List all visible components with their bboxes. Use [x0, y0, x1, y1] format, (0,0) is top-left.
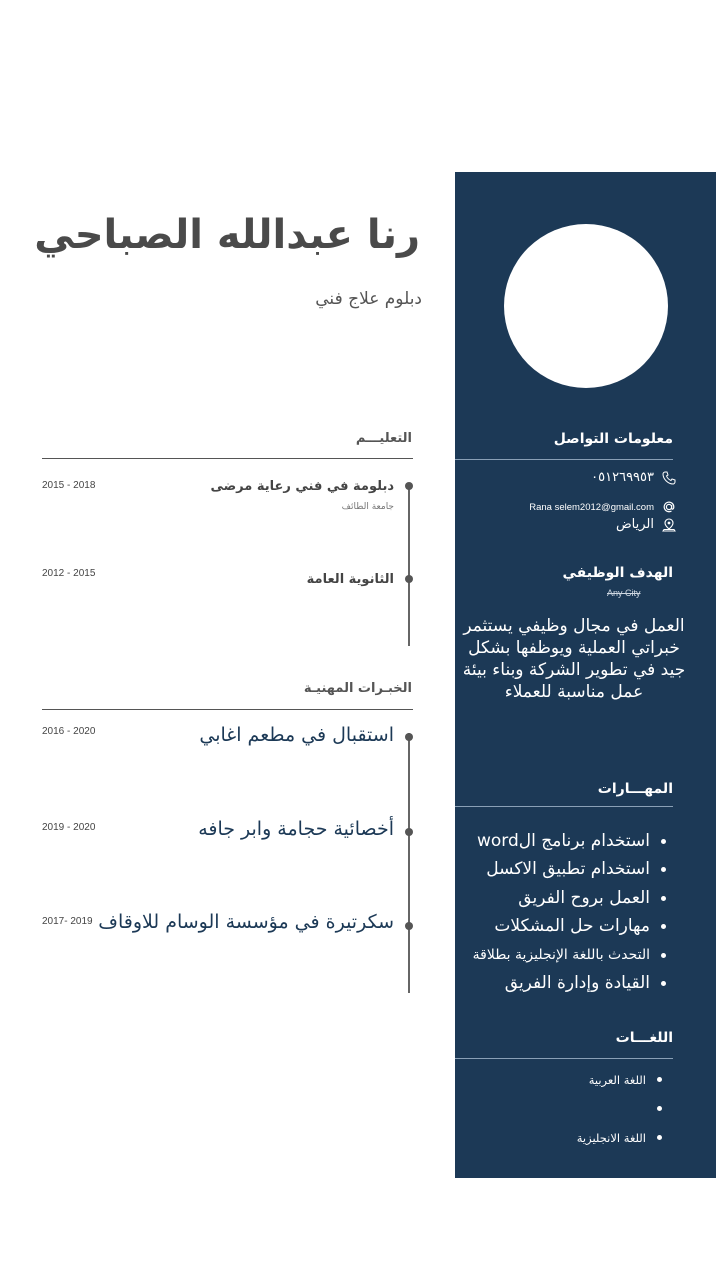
skill-item: استخدام تطبيق الاكسل — [473, 855, 670, 883]
education-divider — [42, 458, 413, 459]
timeline-dot — [405, 733, 413, 741]
experience-timeline — [408, 733, 410, 993]
timeline-dot — [405, 575, 413, 583]
phone-text: ٠٥١٢٦٩٩٥٣ — [591, 470, 654, 485]
experience-title: سكرتيرة في مؤسسة الوسام للاوقاف — [98, 911, 394, 933]
education-dates: 2015 - 2018 — [42, 480, 96, 491]
language-item: اللغة الانجليزية — [577, 1128, 664, 1157]
experience-dates: 2017- 2019 — [42, 916, 93, 927]
email-text: Rana selem2012@gmail.com — [529, 501, 654, 513]
contact-heading: معلومات التواصل — [553, 431, 673, 447]
candidate-title: دبلوم علاج فني — [315, 289, 422, 309]
skills-heading: المهـــارات — [597, 781, 673, 797]
experience-dates: 2016 - 2020 — [42, 726, 96, 737]
languages-divider — [455, 1058, 673, 1059]
at-icon — [662, 500, 676, 514]
education-dates: 2012 - 2015 — [42, 568, 96, 579]
sidebar — [455, 172, 716, 1178]
language-item: اللغة العربية — [577, 1070, 664, 1099]
timeline-dot — [405, 828, 413, 836]
experience-title: استقبال في مطعم اغابي — [199, 724, 394, 746]
timeline-dot — [405, 922, 413, 930]
education-heading: التعليـــم — [355, 431, 412, 446]
skill-item: القيادة وإدارة الفريق — [473, 969, 670, 997]
candidate-name: رنا عبدالله الصباحي — [34, 212, 420, 258]
location-icon — [662, 518, 676, 532]
skill-item: العمل بروح الفريق — [473, 884, 670, 912]
education-title: الثانوية العامة — [306, 572, 394, 587]
skill-item: التحدث باللغة الإنجليزية بطلاقة — [473, 941, 670, 969]
skills-list — [473, 827, 670, 997]
skill-item: استخدام برنامج الword — [473, 827, 670, 855]
contact-phone — [591, 470, 676, 485]
profile-photo-placeholder — [504, 224, 668, 388]
objective-text: العمل في مجال وظيفي يستثمر خبراتي العملية ويوظفها بشكل جيد في تطوير الشركة وبناء بيئة عمل مناسبة للعملاء — [462, 616, 686, 702]
objective-note: Any City — [607, 588, 641, 598]
phone-icon — [662, 471, 676, 485]
contact-city — [616, 517, 676, 532]
language-item — [577, 1099, 664, 1128]
education-school: جامعة الطائف — [341, 502, 394, 512]
experience-heading: الخبـرات المهنيـة — [303, 681, 412, 696]
skills-divider — [455, 806, 673, 807]
languages-list — [577, 1070, 664, 1157]
city-text: الرياض — [615, 517, 654, 532]
languages-heading: اللغـــات — [615, 1030, 673, 1046]
experience-dates: 2019 - 2020 — [42, 822, 96, 833]
education-timeline — [408, 484, 410, 646]
skill-item: مهارات حل المشكلات — [473, 912, 670, 940]
contact-email — [529, 500, 676, 514]
contact-divider — [455, 459, 673, 460]
education-title: دبلومة في فني رعاية مرضى — [210, 479, 394, 494]
experience-divider — [42, 709, 413, 710]
experience-title: أخصائية حجامة وابر جافه — [198, 818, 394, 840]
timeline-dot — [405, 482, 413, 490]
objective-heading: الهدف الوظيفي — [562, 565, 673, 581]
